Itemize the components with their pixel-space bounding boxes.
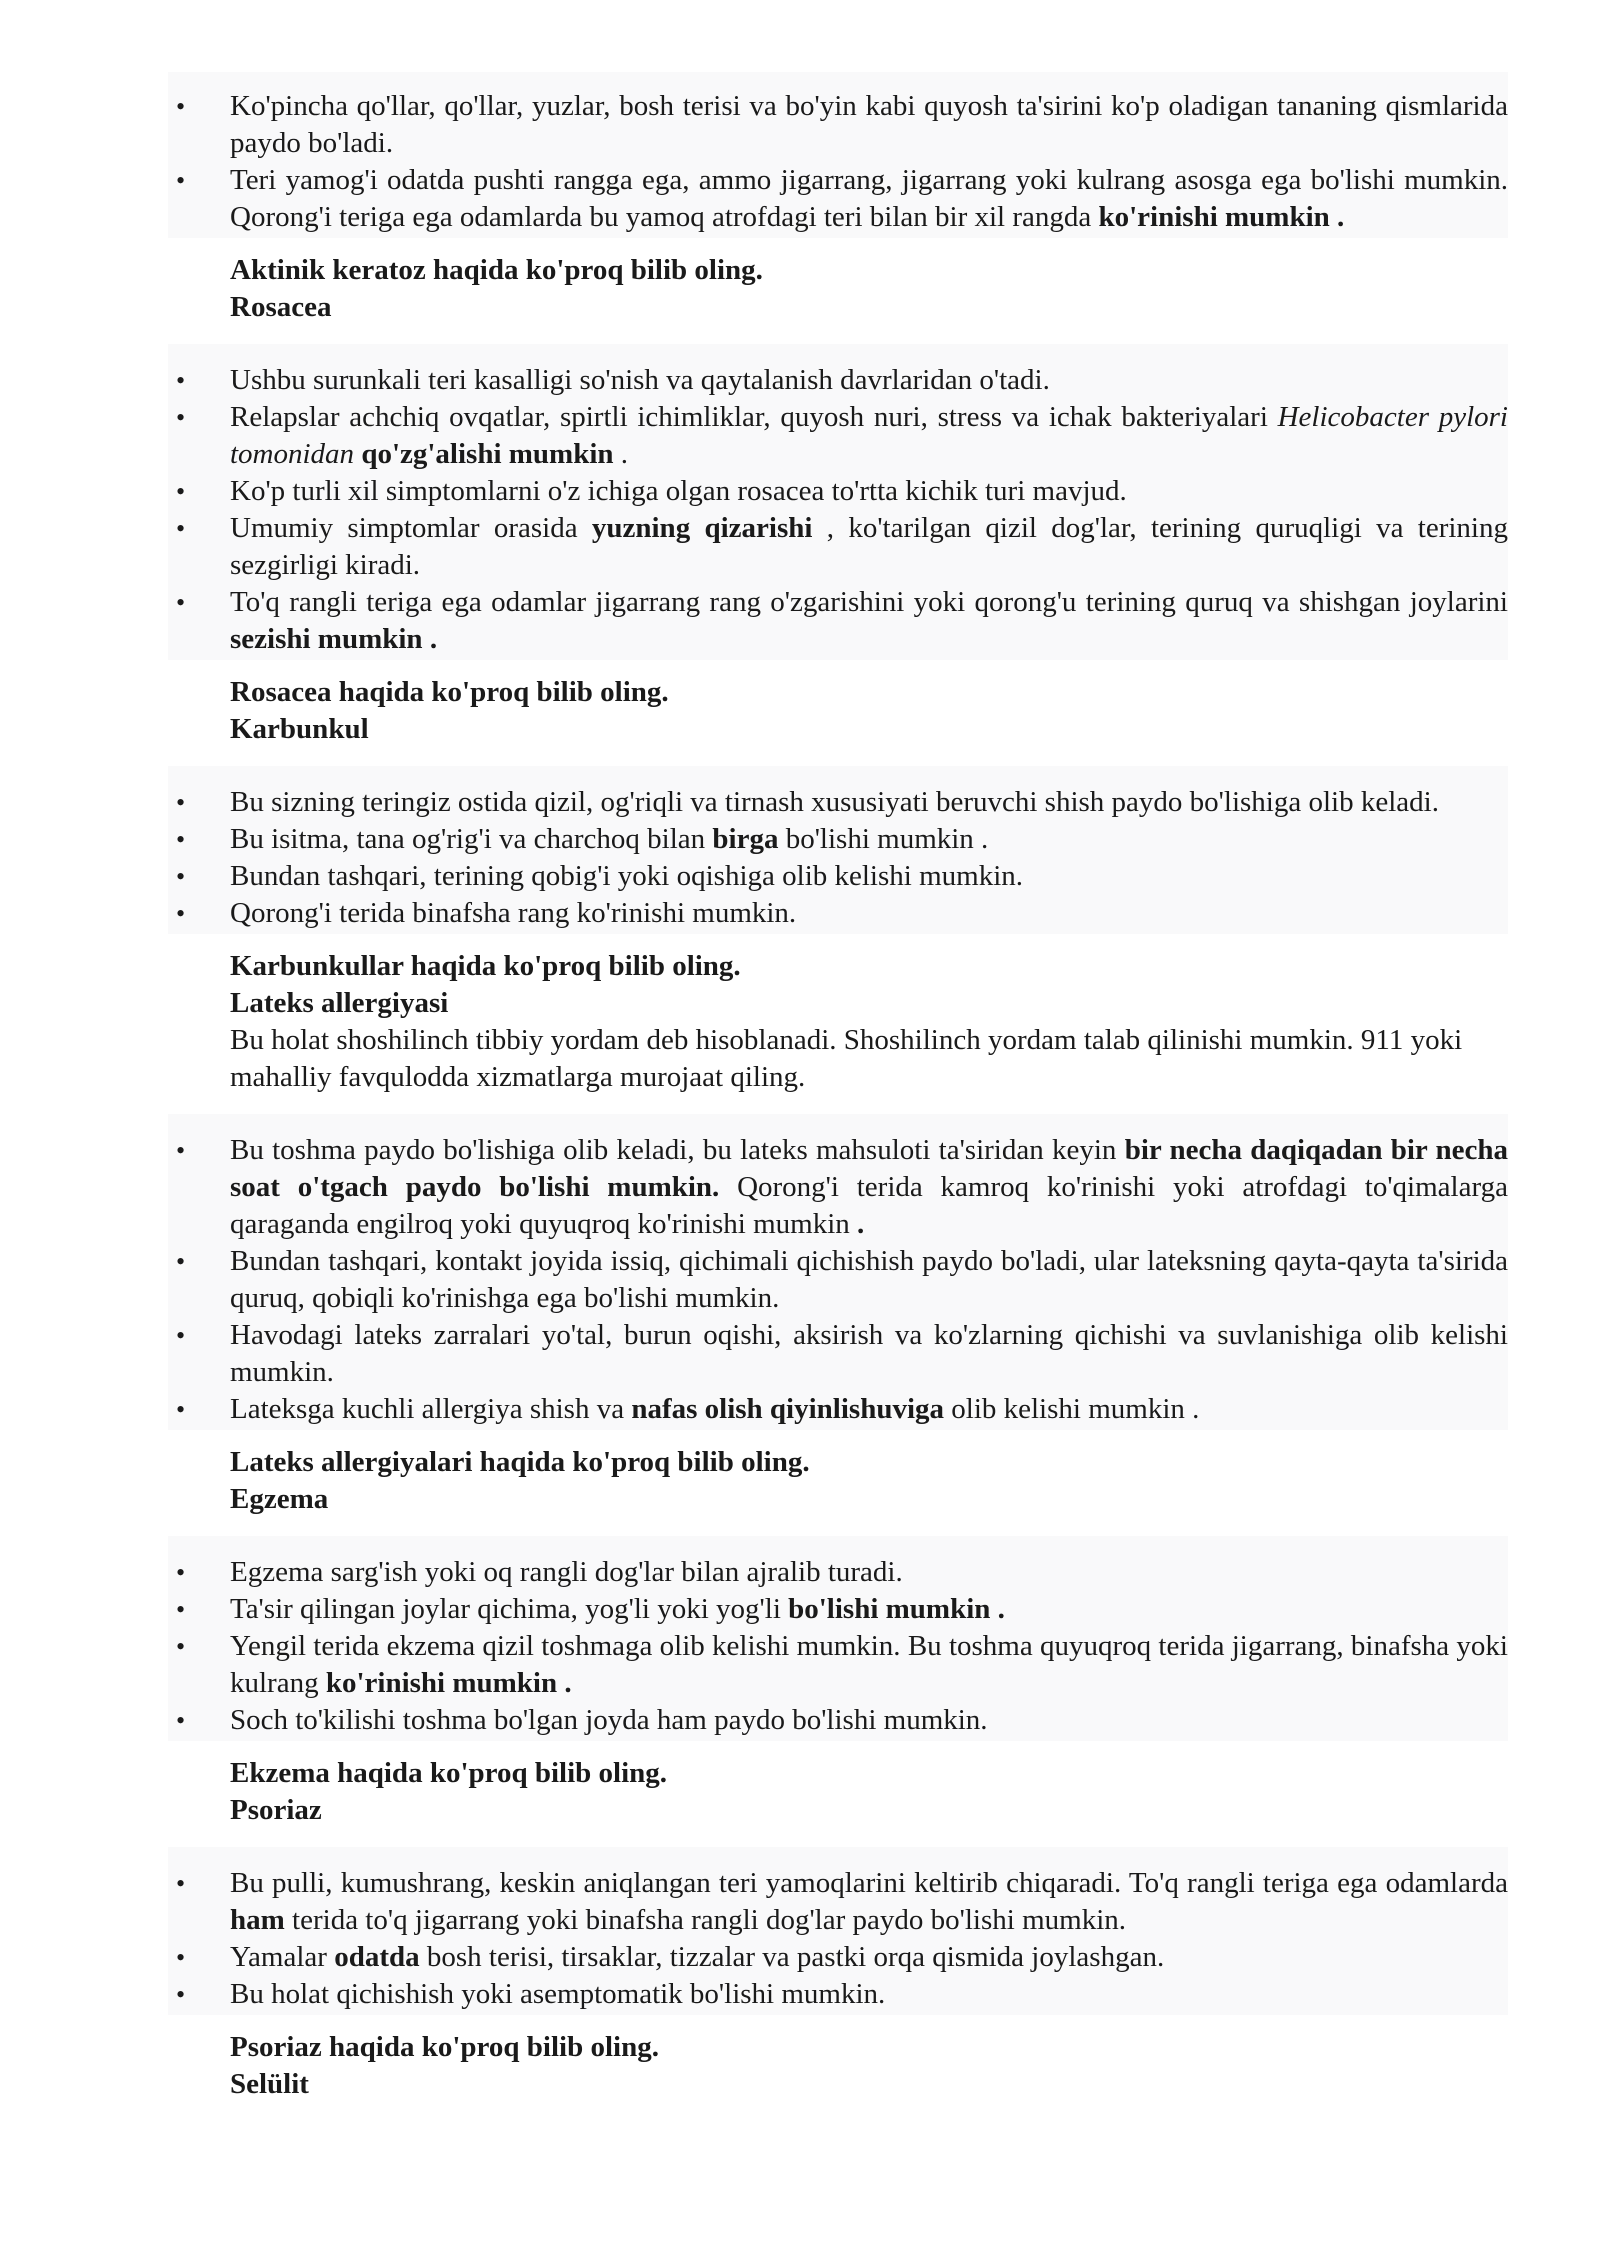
section-footer	[168, 1741, 1508, 1847]
learn-more-link[interactable]: Psoriaz haqida ko'proq bilib oling.	[230, 2031, 659, 2063]
list-item-text: Soch to'kilishi toshma bo'lgan joyda ham paydo bo'lishi mumkin.	[230, 1704, 988, 1736]
list-item-text: Bu pulli, kumushrang, keskin aniqlangan teri yamoqlarini keltirib chiqaradi. To'q rangli teriga ega odamlarda	[230, 1867, 1508, 1899]
list-item-text: Ta'sir qilingan joylar qichima, yog'li yoki yog'li	[230, 1593, 789, 1625]
list-item	[168, 1391, 1508, 1428]
list-item	[168, 1591, 1508, 1628]
list-item-italic: Helicobacter pylori tomonidan	[230, 401, 1508, 470]
list-item-emphasis: ko'rinishi mumkin .	[1098, 201, 1345, 233]
list-item-text: Qorong'i terida kamroq ko'rinishi yoki atrofdagi to'qimalarga qaraganda engilroq yoki quyuqroq ko'rinishi mumkin	[230, 1171, 1508, 1240]
list-item	[168, 1554, 1508, 1591]
list-item	[168, 584, 1508, 658]
list-item-text: Bu holat qichishish yoki asemptomatik bo'lishi mumkin.	[230, 1978, 886, 2010]
list-item-text: Teri yamog'i odatda pushti rangga ega, ammo jigarrang, jigarrang yoki kulrang asosga ega bo'lishi mumkin. Qorong'i teriga ega odamlarda bu yamoq atrofdagi teri bilan bir xil rangda	[230, 164, 1508, 233]
list-item-text: Bu isitma, tana og'rig'i va charchoq bilan	[230, 823, 713, 855]
list-item-text: Yengil terida ekzema qizil toshmaga olib kelishi mumkin. Bu toshma quyuqroq terida jigarrang, binafsha yoki kulrang	[230, 1630, 1508, 1699]
list-item-emphasis: birga	[712, 823, 779, 855]
bullet-list	[168, 784, 1508, 932]
bullet-list	[168, 1865, 1508, 2013]
section-heading: Selülit	[230, 2068, 309, 2100]
list-item-text: Qorong'i terida binafsha rang ko'rinishi mumkin.	[230, 897, 797, 929]
list-item-text: bosh terisi, tirsaklar, tizzalar va pastki orqa qismida joylashgan.	[419, 1941, 1165, 1973]
list-item-text: olib kelishi mumkin .	[944, 1393, 1200, 1425]
bullet-list	[168, 88, 1508, 236]
list-item	[168, 1939, 1508, 1976]
learn-more-link[interactable]: Karbunkullar haqida ko'proq bilib oling.	[230, 950, 741, 982]
list-item-text: Ushbu surunkali teri kasalligi so'nish va qaytalanish davrlaridan o'tadi.	[230, 364, 1050, 396]
list-item	[168, 821, 1508, 858]
list-item-text: .	[613, 438, 629, 470]
section-footer	[168, 660, 1508, 766]
list-item-text: Egzema sarg'ish yoki oq rangli dog'lar bilan ajralib turadi.	[230, 1556, 903, 1588]
list-item-emphasis: odatda	[334, 1941, 420, 1973]
section-heading: Psoriaz	[230, 1794, 322, 1826]
section-footer	[168, 2015, 1508, 2121]
list-item-text: Bundan tashqari, kontakt joyida issiq, qichimali qichishish paydo bo'ladi, ular lateksning qayta-qayta ta'sirida quruq, qobiqli ko'rinishga ega bo'lishi mumkin.	[230, 1245, 1508, 1314]
bullet-list	[168, 362, 1508, 658]
list-item	[168, 473, 1508, 510]
bullet-block-carbuncle	[168, 766, 1508, 934]
list-item	[168, 784, 1508, 821]
list-item	[168, 1243, 1508, 1317]
section-footer	[168, 934, 1508, 1114]
list-item-emphasis: ko'rinishi mumkin .	[325, 1667, 572, 1699]
list-item-text: bo'lishi mumkin .	[778, 823, 989, 855]
list-item	[168, 162, 1508, 236]
list-item	[168, 1628, 1508, 1702]
bullet-block-rosacea	[168, 344, 1508, 660]
section-heading: Karbunkul	[230, 713, 369, 745]
learn-more-link[interactable]: Rosacea haqida ko'proq bilib oling.	[230, 676, 669, 708]
bullet-list	[168, 1554, 1508, 1739]
learn-more-link[interactable]: Ekzema haqida ko'proq bilib oling.	[230, 1757, 668, 1789]
list-item	[168, 399, 1508, 473]
list-item	[168, 88, 1508, 162]
list-item-text: terida to'q jigarrang yoki binafsha rangli dog'lar paydo bo'lishi mumkin.	[284, 1904, 1126, 1936]
section-footer	[168, 238, 1508, 344]
list-item	[168, 1865, 1508, 1939]
learn-more-link[interactable]: Lateks allergiyalari haqida ko'proq bilib oling.	[230, 1446, 810, 1478]
section-heading: Egzema	[230, 1483, 329, 1515]
list-item	[168, 1317, 1508, 1391]
list-item-text: Bundan tashqari, terining qobig'i yoki oqishiga olib kelishi mumkin.	[230, 860, 1023, 892]
emergency-note: Bu holat shoshilinch tibbiy yordam deb hisoblanadi. Shoshilinch yordam talab qilinishi mumkin. 911 yoki mahalliy favqulodda xizmatlarga murojaat qiling.	[230, 1024, 1463, 1093]
list-item	[168, 510, 1508, 584]
list-item-text: Lateksga kuchli allergiya shish va	[230, 1393, 632, 1425]
bullet-block-eczema	[168, 1536, 1508, 1741]
list-item	[168, 895, 1508, 932]
list-item-text: Bu sizning teringiz ostida qizil, og'riqli va tirnash xususiyati beruvchi shish paydo bo'lishiga olib keladi.	[230, 786, 1439, 818]
list-item-emphasis: yuzning qizarishi	[591, 512, 813, 544]
list-item	[168, 362, 1508, 399]
list-item-text: Ko'p turli xil simptomlarni o'z ichiga olgan rosacea to'rtta kichik turi mavjud.	[230, 475, 1127, 507]
section-heading: Lateks allergiyasi	[230, 987, 449, 1019]
list-item-emphasis: .	[857, 1208, 865, 1240]
list-item	[168, 858, 1508, 895]
list-item-text: Havodagi lateks zarralari yo'tal, burun oqishi, aksirish va ko'zlarning qichishi va suvlanishiga olib kelishi mumkin.	[230, 1319, 1508, 1388]
list-item-emphasis: bo'lishi mumkin .	[788, 1593, 1005, 1625]
section-heading: Rosacea	[230, 291, 332, 323]
list-item-text: Bu toshma paydo bo'lishiga olib keladi, bu lateks mahsuloti ta'siridan keyin	[230, 1134, 1125, 1166]
list-item	[168, 1702, 1508, 1739]
list-item-emphasis: bir necha daqiqadan bir necha soat o'tgach paydo bo'lishi mumkin.	[230, 1134, 1508, 1203]
list-item-text: To'q rangli teriga ega odamlar jigarrang rang o'zgarishini yoki qorong'u terining quruq va shishgan joylarini	[230, 586, 1508, 618]
bullet-block-actinic-keratosis	[168, 72, 1508, 238]
list-item-emphasis: qo'zg'alishi mumkin	[361, 438, 614, 470]
list-item-emphasis: ham	[230, 1904, 285, 1936]
list-item-text: Relapslar achchiq ovqatlar, spirtli ichimliklar, quyosh nuri, stress va ichak bakteriyalari	[230, 401, 1278, 433]
list-item-text: , ko'tarilgan qizil dog'lar, terining quruqligi va terining sezgirligi kiradi.	[230, 512, 1508, 581]
list-item-text: Yamalar	[230, 1941, 335, 1973]
list-item-text: Umumiy simptomlar orasida	[230, 512, 592, 544]
document-body	[168, 72, 1508, 2121]
list-item-emphasis: nafas olish qiyinlishuviga	[631, 1393, 945, 1425]
bullet-list	[168, 1132, 1508, 1428]
bullet-block-latex-allergy	[168, 1114, 1508, 1430]
list-item-text: Ko'pincha qo'llar, qo'llar, yuzlar, bosh terisi va bo'yin kabi quyosh ta'sirini ko'p oladigan tananing qismlarida paydo bo'ladi.	[230, 90, 1508, 159]
bullet-block-psoriasis	[168, 1847, 1508, 2015]
list-item	[168, 1976, 1508, 2013]
list-item	[168, 1132, 1508, 1243]
learn-more-link[interactable]: Aktinik keratoz haqida ko'proq bilib oling.	[230, 254, 763, 286]
list-item-emphasis: sezishi mumkin .	[230, 623, 438, 655]
section-footer	[168, 1430, 1508, 1536]
